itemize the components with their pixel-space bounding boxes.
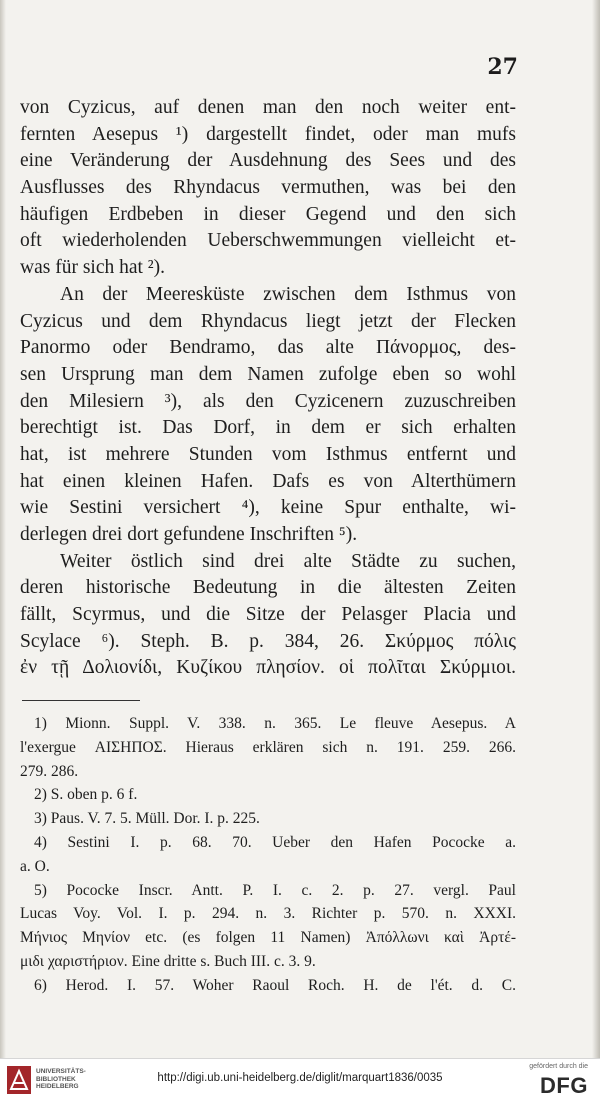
library-name-line: HEIDELBERG xyxy=(36,1083,79,1090)
text-line: hat einen kleinen Hafen. Dafs es von Alterthümern xyxy=(20,470,516,492)
text-line: ἐν τῇ Δολιονίδι, Κυζίκου πλησίον. οἱ πολῖται Σκύρμιοι. xyxy=(20,657,516,679)
footnote-line: 2) S. oben p. 6 f. xyxy=(34,786,138,804)
footnote-line: Μήνιος Μηνίον etc. (es folgen 11 Namen) Ἀπόλλωνι καὶ Ἀρτέ- xyxy=(20,929,516,947)
text-line: berechtigt ist. Das Dorf, in dem er sich erhalten xyxy=(20,417,516,439)
library-name-line: UNIVERSITÄTS- xyxy=(36,1068,86,1075)
text-line: oft wiederholenden Ueberschwemmungen vielleicht et- xyxy=(20,230,516,252)
text-line: fernten Aesepus ¹) dargestellt findet, oder man mufs xyxy=(20,123,516,145)
text-line: sen Ursprung man dem Namen zufolge eben so wohl xyxy=(20,363,516,385)
dfg-logo: DFG xyxy=(540,1073,588,1098)
footnote-line: 3) Paus. V. 7. 5. Müll. Dor. I. p. 225. xyxy=(34,810,260,828)
viewer-footer xyxy=(0,1058,600,1103)
text-line: Panormo oder Bendramo, das alte Πάνορμος, des- xyxy=(20,337,516,359)
footnote-rule xyxy=(22,700,140,701)
text-line: wie Sestini versichert ⁴), keine Spur enthalte, wi- xyxy=(20,497,516,519)
text-line: Weiter östlich sind drei alte Städte zu suchen, xyxy=(60,550,516,572)
text-line: An der Meeresküste zwischen dem Isthmus von xyxy=(60,283,516,305)
footnote-line: 5) Pococke Inscr. Antt. P. I. c. 2. p. 27. vergl. Paul xyxy=(34,881,516,899)
funding-label: gefördert durch die xyxy=(529,1063,588,1070)
text-line: derlegen drei dort gefundene Inschriften ⁵). xyxy=(20,524,358,545)
footnote-line: Lucas Voy. Vol. I. p. 294. n. 3. Richter p. 570. n. XXXI. xyxy=(20,905,516,923)
text-line: Scylace ⁶). Steph. B. p. 384, 26. Σκύρμος πόλις xyxy=(20,630,516,652)
footnote-line: 4) Sestini I. p. 68. 70. Ueber den Hafen Pococke a. xyxy=(34,833,516,851)
text-line: hat, ist mehrere Stunden vom Isthmus entfernt und xyxy=(20,443,516,465)
footnote-line: 1) Mionn. Suppl. V. 338. n. 365. Le fleuve Aesepus. A xyxy=(34,715,516,732)
library-name-line: BIBLIOTHEK xyxy=(36,1075,76,1083)
footnote-line: l'exergue ΑΙΣΗΠΟΣ. Hieraus erklären sich n. 191. 259. 266. xyxy=(20,738,516,756)
page-number: 27 xyxy=(487,54,518,80)
page-edge-right xyxy=(592,0,600,1058)
footnote-line: 279. 286. xyxy=(20,762,79,780)
footnote-line: 6) Herod. I. 57. Woher Raoul Roch. H. de l'ét. d. C. xyxy=(34,976,516,994)
footnote-line: a. O. xyxy=(20,857,50,875)
text-line: häufigen Erdbeben in dieser Gegend und den sich xyxy=(20,203,516,225)
permalink-url[interactable]: http://digi.ub.uni-heidelberg.de/diglit/marquart1836/0035 xyxy=(157,1072,443,1084)
text-line: Cyzicus und dem Rhyndacus liegt jetzt der Flecken xyxy=(20,310,516,332)
footnote-line: μιδι χαριστήριον. Eine dritte s. Buch III. c. 3. 9. xyxy=(20,952,316,970)
footnotes xyxy=(20,712,516,998)
text-line: eine Veränderung der Ausdehnung des Sees und des xyxy=(20,150,516,172)
text-line: was für sich hat ²). xyxy=(20,257,166,279)
text-line: Ausflusses des Rhyndacus vermuthen, was bei den xyxy=(20,177,516,199)
text-line: den Milesiern ³), als den Cyzicenern zuzuschreiben xyxy=(20,390,516,412)
text-line: von Cyzicus, auf denen man den noch weiter ent- xyxy=(20,97,516,118)
page-edge-left xyxy=(0,0,6,1058)
text-line: fällt, Scyrmus, und die Sitze der Pelasger Placia und xyxy=(20,604,516,626)
body-text xyxy=(20,95,516,682)
text-line: deren historische Bedeutung in die ältesten Zeiten xyxy=(20,577,516,599)
